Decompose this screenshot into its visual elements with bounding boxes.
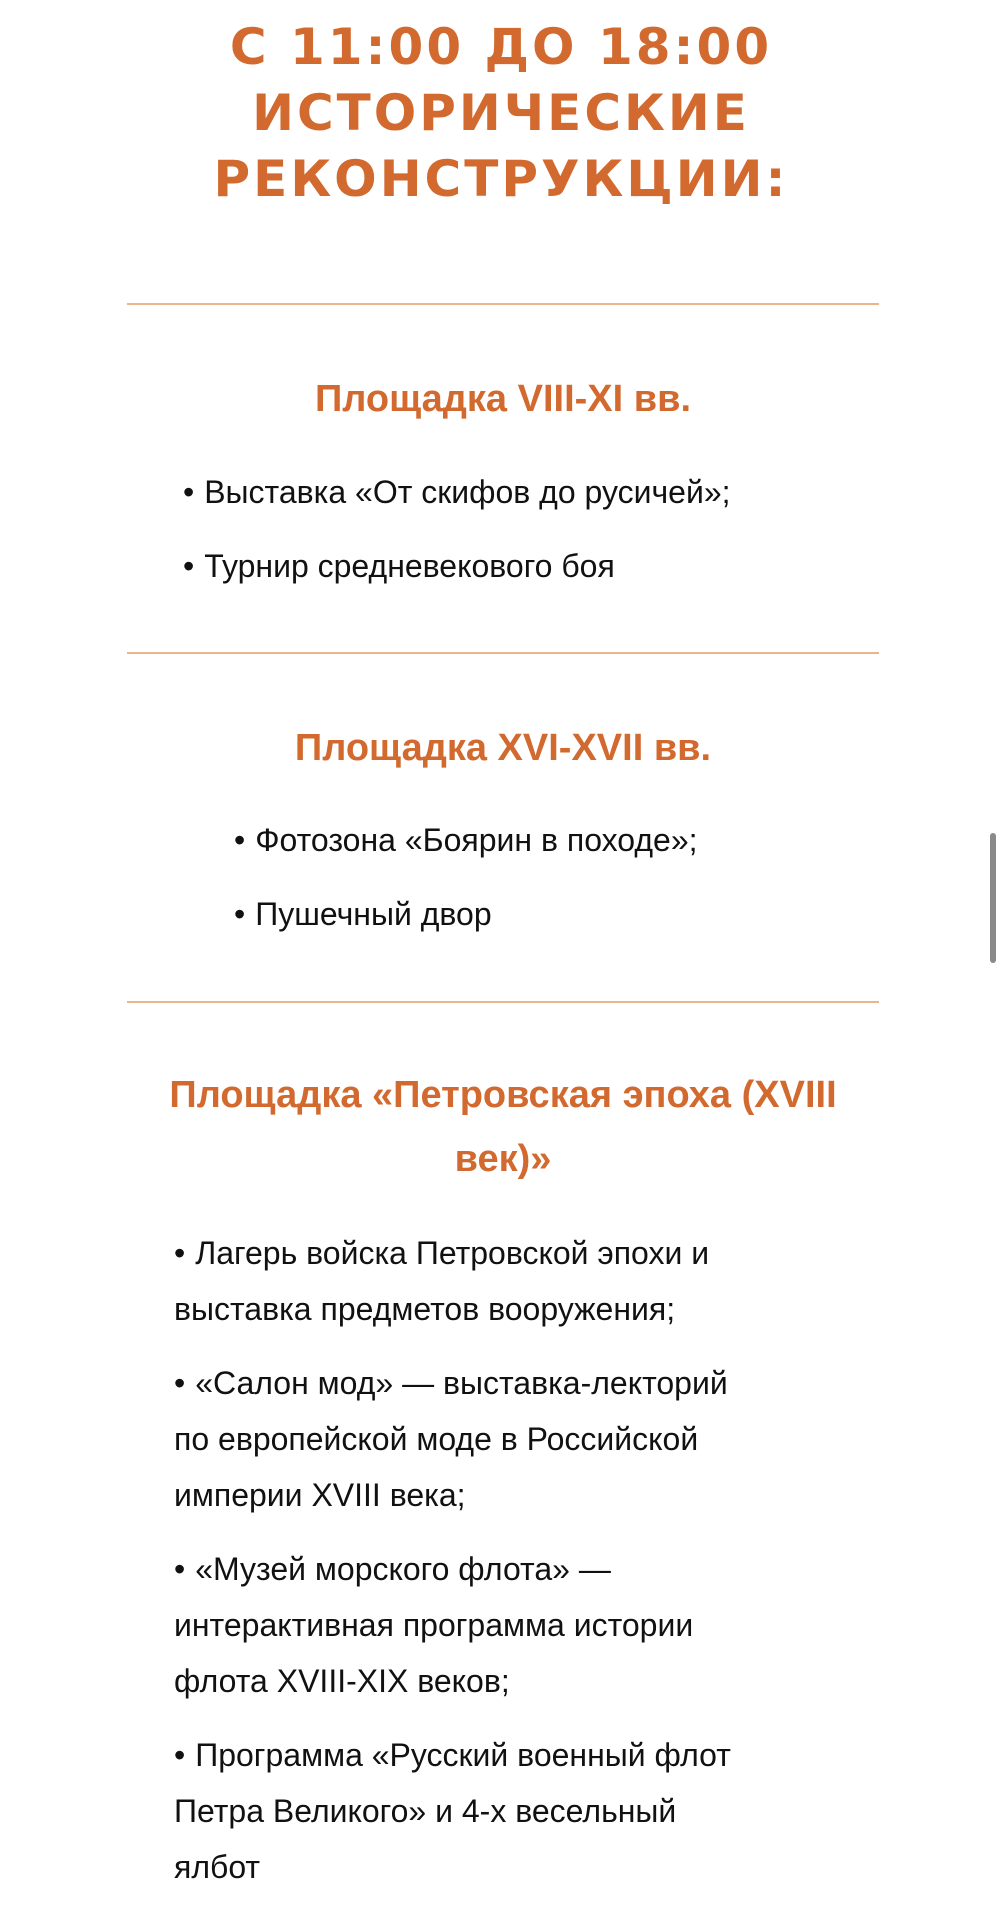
- list-item: • «Салон мод» — выставка-лекторий по европейской моде в Российской империи XVIII века;: [174, 1365, 728, 1513]
- section-divider: [127, 1001, 879, 1003]
- section-list-petrine-era: [174, 1225, 731, 1913]
- section-title-petrine-era: Площадка «Петровская эпоха (XVIII век)»: [169, 1074, 837, 1180]
- title-line-historical: ИСТОРИЧЕСКИЕ: [252, 84, 750, 142]
- section-divider: [127, 303, 879, 305]
- section-list-xvi-xvii: [234, 820, 698, 968]
- section-divider: [127, 652, 879, 654]
- title-line-reconstructions: РЕКОНСТРУКЦИИ:: [213, 150, 789, 208]
- bullet-icon: •: [174, 1365, 186, 1401]
- section-title-xvi-xvii: Площадка XVI-XVII вв.: [294, 727, 712, 769]
- list-item: • «Музей морского флота» — интерактивная программа истории флота XVIII-XIX веков;: [174, 1551, 694, 1699]
- list-item: • Программа «Русский военный флот Петра Великого» и 4-х весельный ялбот: [174, 1737, 731, 1885]
- bullet-icon: •: [234, 822, 246, 858]
- bullet-icon: •: [174, 1551, 186, 1587]
- page-title: [0, 14, 1002, 212]
- section-list-viii-xi: [183, 472, 731, 620]
- list-item: • Выставка «От скифов до русичей»;: [183, 474, 731, 510]
- bullet-icon: •: [174, 1737, 186, 1773]
- list-item: • Турнир средневекового боя: [183, 548, 615, 584]
- bullet-icon: •: [234, 896, 246, 932]
- bullet-icon: •: [183, 548, 195, 584]
- bullet-icon: •: [183, 474, 195, 510]
- list-item: • Фотозона «Боярин в походе»;: [234, 822, 698, 858]
- section-title-viii-xi: Площадка VIII-XI вв.: [314, 378, 692, 420]
- list-item: • Лагерь войска Петровской эпохи и выставка предметов вооружения;: [174, 1235, 710, 1327]
- bullet-icon: •: [174, 1235, 186, 1271]
- title-line-time: С 11:00 ДО 18:00: [229, 18, 773, 76]
- vertical-scrollbar[interactable]: [990, 833, 996, 963]
- list-item: • Пушечный двор: [234, 896, 492, 932]
